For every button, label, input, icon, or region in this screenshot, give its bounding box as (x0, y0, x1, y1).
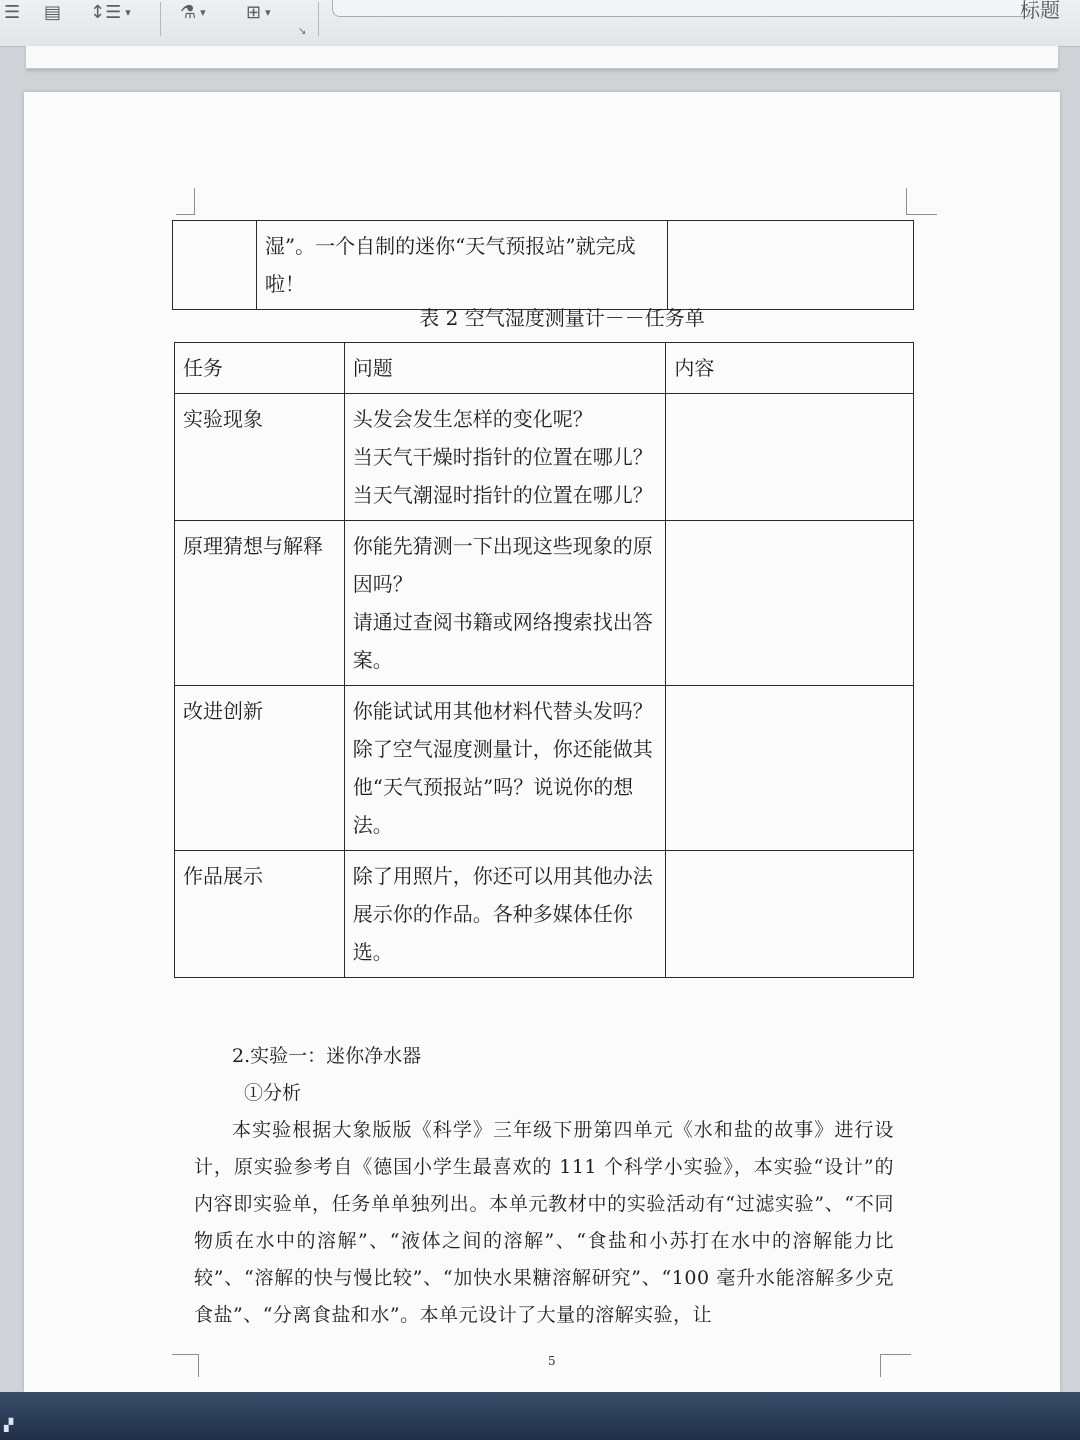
content-cell[interactable] (666, 394, 914, 521)
question-cell[interactable]: 除了用照片，你还可以用其他办法展示你的作品。各种多媒体任你选。 (344, 851, 666, 978)
align-justify-button[interactable] (0, 0, 24, 24)
crop-mark (176, 188, 195, 215)
align-justify-icon: ☰ (4, 1, 21, 23)
task-cell[interactable]: 改进创新 (175, 686, 345, 851)
taskbar (0, 1392, 1080, 1440)
ribbon-toolbar (0, 0, 1080, 47)
table-row (175, 851, 914, 978)
toolbar-divider (160, 2, 161, 36)
content-cell[interactable] (668, 221, 914, 310)
heading-style[interactable]: 标题 (1020, 0, 1060, 22)
chevron-down-icon: ▾ (200, 5, 206, 19)
content-cell[interactable] (666, 521, 914, 686)
table-header-row (175, 343, 914, 394)
page-number: 5 (548, 1354, 556, 1368)
task-table (174, 342, 914, 978)
body-paragraph[interactable]: 本实验根据大象版版《科学》三年级下册第四单元《水和盐的故事》进行设计，原实验参考自《德国小学生最喜欢的 111 个科学小实验》，本实验“设计”的内容即实验单，任务单单独列出。本单元教材中的实验活动有“过滤实验”、“不同物质在水中的溶解”、“液体之间的溶解”、“食盐和小苏打在水中的溶解能力比较”、“溶解的快与慢比较”、“加快水果糖溶解研究”、“100 毫升水能溶解多少克食盐”、“分离食盐和水”。本单元设计了大量的溶解实验，让 (194, 1119, 894, 1326)
header-content[interactable]: 内容 (666, 343, 914, 394)
toolbar-divider (318, 2, 319, 36)
header-task[interactable]: 任务 (175, 343, 345, 394)
table-row (175, 686, 914, 851)
task-cell[interactable] (173, 221, 257, 310)
crop-mark (172, 1354, 199, 1377)
table-row (173, 221, 914, 310)
shading-icon: ⚗ (180, 1, 197, 23)
continued-table (172, 220, 914, 310)
styles-gallery[interactable] (332, 0, 1034, 17)
paragraph-button[interactable] (40, 0, 65, 24)
line-spacing-button[interactable] (86, 0, 135, 24)
paragraph-icon: ▤ (44, 1, 62, 23)
question-cell[interactable]: 你能试试用其他材料代替头发吗？ 除了空气湿度测量计，你还能做其他“天气预报站”吗？说说你的想法。 (344, 686, 666, 851)
previous-page-edge (26, 46, 1058, 69)
question-cell[interactable]: 头发会发生怎样的变化呢？ 当天气干燥时指针的位置在哪儿？ 当天气潮湿时指针的位置在哪儿？ (344, 394, 666, 521)
document-page[interactable] (24, 92, 1060, 1392)
header-question[interactable]: 问题 (344, 343, 666, 394)
content-cell[interactable] (666, 686, 914, 851)
crop-mark (880, 1354, 911, 1377)
chevron-down-icon: ▾ (265, 5, 271, 19)
content-cell[interactable] (666, 851, 914, 978)
question-cell[interactable]: 你能先猜测一下出现这些现象的原因吗？ 请通过查阅书籍或网络搜索找出答案。 (344, 521, 666, 686)
line-spacing-icon: ↕☰ (90, 1, 122, 23)
task-cell[interactable]: 原理猜想与解释 (175, 521, 345, 686)
task-cell[interactable]: 实验现象 (175, 394, 345, 521)
paragraph-dialog-launcher[interactable]: ↘ (298, 26, 307, 37)
task-cell[interactable]: 作品展示 (175, 851, 345, 978)
question-cell[interactable]: 湿”。一个自制的迷你“天气预报站”就完成啦！ (256, 221, 667, 310)
borders-button[interactable] (242, 0, 275, 24)
borders-icon: ⊞ (246, 1, 262, 23)
chevron-down-icon: ▾ (125, 5, 131, 19)
crop-mark (906, 188, 937, 215)
table-row (175, 521, 914, 686)
table-row (175, 394, 914, 521)
section-subheading[interactable]: ①分析 (244, 1082, 302, 1104)
section-heading[interactable]: 2.实验一：迷你净水器 (232, 1045, 422, 1067)
taskbar-icon[interactable]: ▞ (4, 1418, 14, 1432)
table-caption: 表 2 空气湿度测量计－－任务单 (419, 306, 705, 330)
shading-button[interactable] (176, 0, 210, 24)
